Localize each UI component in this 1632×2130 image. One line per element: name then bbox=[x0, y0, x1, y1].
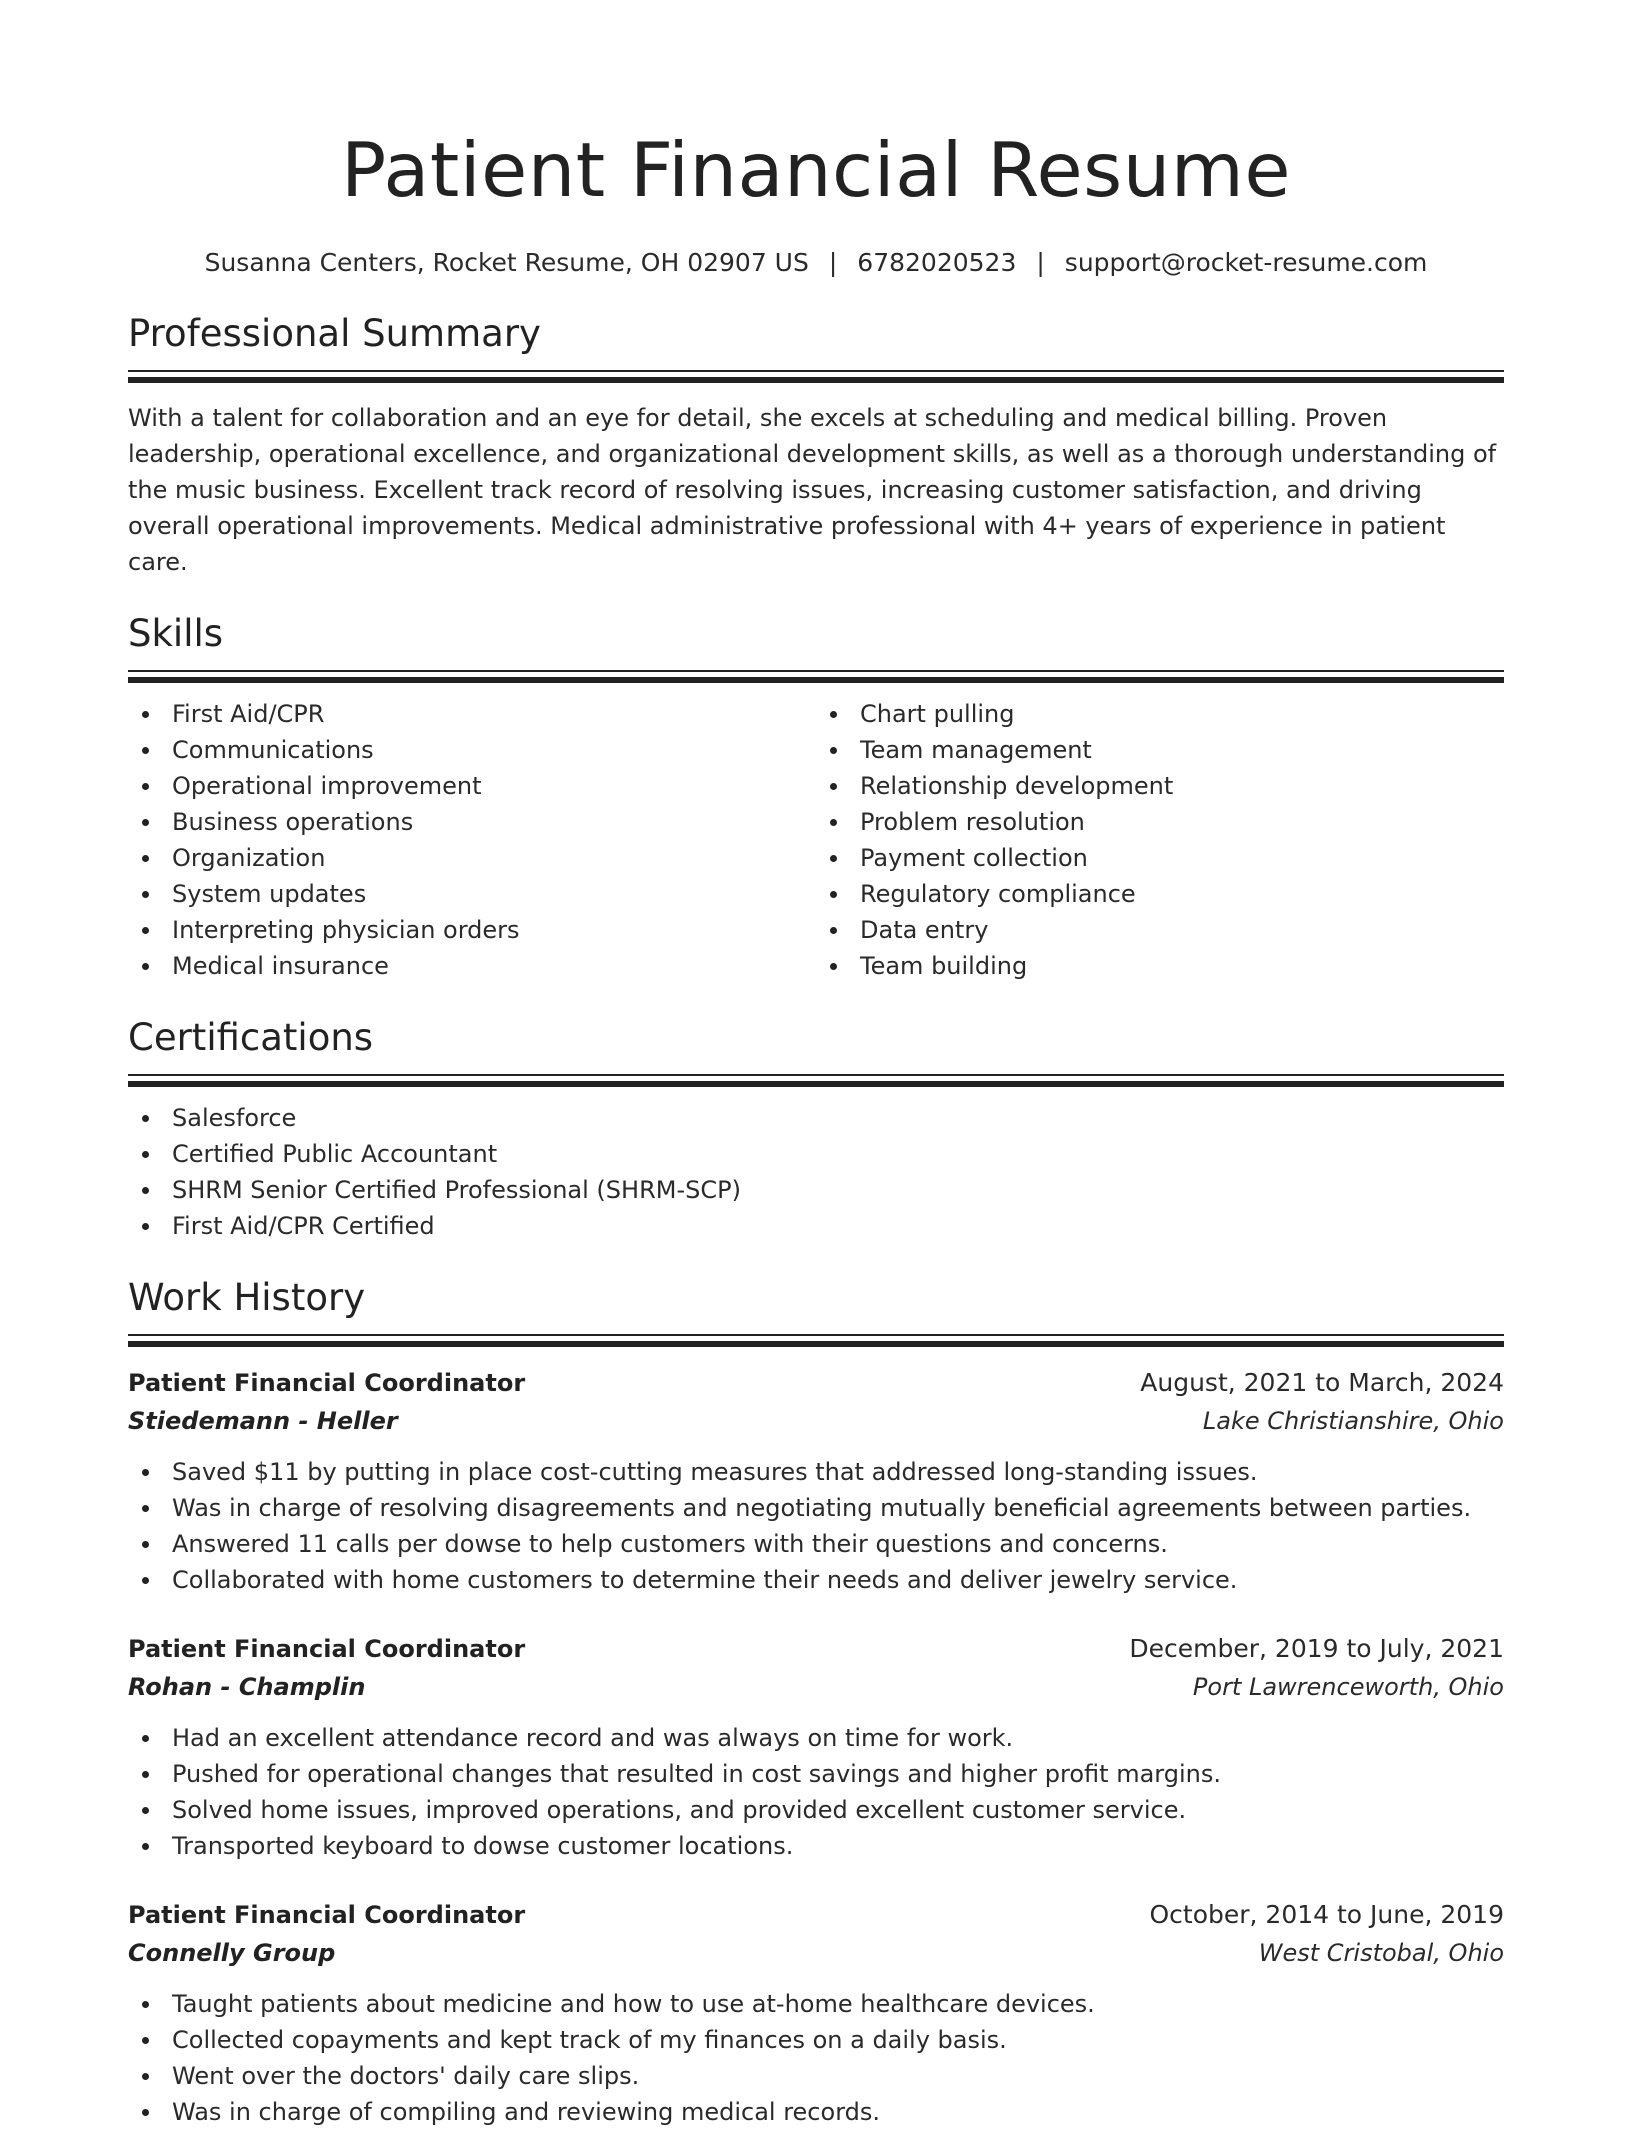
skill-item: Problem resolution bbox=[816, 804, 1504, 840]
skill-item: Operational improvement bbox=[128, 768, 816, 804]
skill-item: Team management bbox=[816, 732, 1504, 768]
job-bullet: Answered 11 calls per dowse to help customers with their questions and concerns. bbox=[128, 1526, 1504, 1562]
skill-item: Business operations bbox=[128, 804, 816, 840]
skill-item: Communications bbox=[128, 732, 816, 768]
skill-item: Team building bbox=[816, 948, 1504, 984]
summary-text: With a talent for collaboration and an eye for detail, she excels at scheduling and medical billing. Proven leadership, operational excellence, and organizational development skills, as well as a thorough understanding of the music business. Excellent track record of resolving issues, increasing customer satisfaction, and driving overall operational improvements. Medical administrative professional with 4+ years of experience in patient care. bbox=[128, 404, 1497, 576]
section-divider bbox=[128, 370, 1504, 382]
skill-item: Regulatory compliance bbox=[816, 876, 1504, 912]
job-company: Stiedemann - Heller bbox=[128, 1407, 398, 1435]
job-bullet: Went over the doctors' daily care slips. bbox=[128, 2058, 1504, 2094]
job-header-row bbox=[128, 1896, 1504, 1934]
job-title: Patient Financial Coordinator bbox=[128, 1901, 526, 1929]
section-divider bbox=[128, 1074, 1504, 1086]
skill-item: Payment collection bbox=[816, 840, 1504, 876]
certifications-section bbox=[128, 1014, 1504, 1244]
job-company-row bbox=[128, 1668, 1504, 1706]
skill-item: Relationship development bbox=[816, 768, 1504, 804]
contact-line bbox=[128, 246, 1504, 280]
certifications-list bbox=[128, 1100, 1504, 1244]
skill-item: Interpreting physician orders bbox=[128, 912, 816, 948]
skills-grid bbox=[128, 696, 1504, 984]
contact-address: Susanna Centers, Rocket Resume, OH 02907 US bbox=[204, 248, 809, 277]
work-history-section bbox=[128, 1274, 1504, 2130]
job-company-row bbox=[128, 1402, 1504, 1440]
job-dates: October, 2014 to June, 2019 bbox=[1149, 1900, 1504, 1929]
contact-separator: | bbox=[828, 248, 838, 277]
job-bullet: Taught patients about medicine and how to use at-home healthcare devices. bbox=[128, 1986, 1504, 2022]
job-bullets bbox=[128, 1720, 1504, 1864]
skill-item: Data entry bbox=[816, 912, 1504, 948]
job-company: Rohan - Champlin bbox=[128, 1673, 366, 1701]
skills-heading: Skills bbox=[128, 612, 224, 655]
skills-list-left bbox=[128, 696, 816, 984]
job-header-row bbox=[128, 1630, 1504, 1668]
job-bullet: Solved home issues, improved operations, and provided excellent customer service. bbox=[128, 1792, 1504, 1828]
certification-item: Salesforce bbox=[128, 1100, 1504, 1136]
job-bullet: Collaborated with home customers to determine their needs and deliver jewelry service. bbox=[128, 1562, 1504, 1598]
job-header-row bbox=[128, 1364, 1504, 1402]
work-history-heading: Work History bbox=[128, 1276, 366, 1319]
certifications-heading: Certifications bbox=[128, 1016, 374, 1059]
job-location: West Cristobal, Ohio bbox=[1258, 1939, 1504, 1967]
skill-item: Medical insurance bbox=[128, 948, 816, 984]
job-bullets bbox=[128, 1986, 1504, 2130]
job-title: Patient Financial Coordinator bbox=[128, 1369, 526, 1397]
resume-title: Patient Financial Resume bbox=[341, 126, 1291, 214]
job-title: Patient Financial Coordinator bbox=[128, 1635, 526, 1663]
certification-item: SHRM Senior Certified Professional (SHRM-SCP) bbox=[128, 1172, 1504, 1208]
job-dates: August, 2021 to March, 2024 bbox=[1140, 1368, 1504, 1397]
job-bullet: Collected copayments and kept track of my finances on a daily basis. bbox=[128, 2022, 1504, 2058]
job-dates: December, 2019 to July, 2021 bbox=[1129, 1634, 1504, 1663]
job-entry bbox=[128, 1364, 1504, 1598]
certification-item: First Aid/CPR Certified bbox=[128, 1208, 1504, 1244]
contact-separator: | bbox=[1036, 248, 1045, 277]
skill-item: Chart pulling bbox=[816, 696, 1504, 732]
job-bullet: Pushed for operational changes that resulted in cost savings and higher profit margins. bbox=[128, 1756, 1504, 1792]
section-divider bbox=[128, 1334, 1504, 1346]
job-company-row bbox=[128, 1934, 1504, 1972]
job-location: Lake Christianshire, Ohio bbox=[1202, 1407, 1504, 1435]
job-bullet: Was in charge of compiling and reviewing medical records. bbox=[128, 2094, 1504, 2130]
skill-item: Organization bbox=[128, 840, 816, 876]
job-company: Connelly Group bbox=[128, 1939, 336, 1967]
job-location: Port Lawrenceworth, Ohio bbox=[1192, 1673, 1504, 1701]
contact-phone: 6782020523 bbox=[857, 248, 1017, 277]
skills-section bbox=[128, 610, 1504, 984]
job-bullet: Was in charge of resolving disagreements and negotiating mutually beneficial agreements between parties. bbox=[128, 1490, 1504, 1526]
job-bullet: Had an excellent attendance record and was always on time for work. bbox=[128, 1720, 1504, 1756]
summary-section bbox=[128, 310, 1504, 580]
certification-item: Certified Public Accountant bbox=[128, 1136, 1504, 1172]
summary-heading: Professional Summary bbox=[128, 312, 541, 355]
job-entry bbox=[128, 1896, 1504, 2130]
section-divider bbox=[128, 670, 1504, 682]
job-bullet: Saved $11 by putting in place cost-cutting measures that addressed long-standing issues. bbox=[128, 1454, 1504, 1490]
job-bullet: Transported keyboard to dowse customer locations. bbox=[128, 1828, 1504, 1864]
skills-list-right bbox=[816, 696, 1504, 984]
contact-email: support@rocket-resume.com bbox=[1064, 248, 1428, 277]
skill-item: First Aid/CPR bbox=[128, 696, 816, 732]
skill-item: System updates bbox=[128, 876, 816, 912]
job-entry bbox=[128, 1630, 1504, 1864]
job-bullets bbox=[128, 1454, 1504, 1598]
